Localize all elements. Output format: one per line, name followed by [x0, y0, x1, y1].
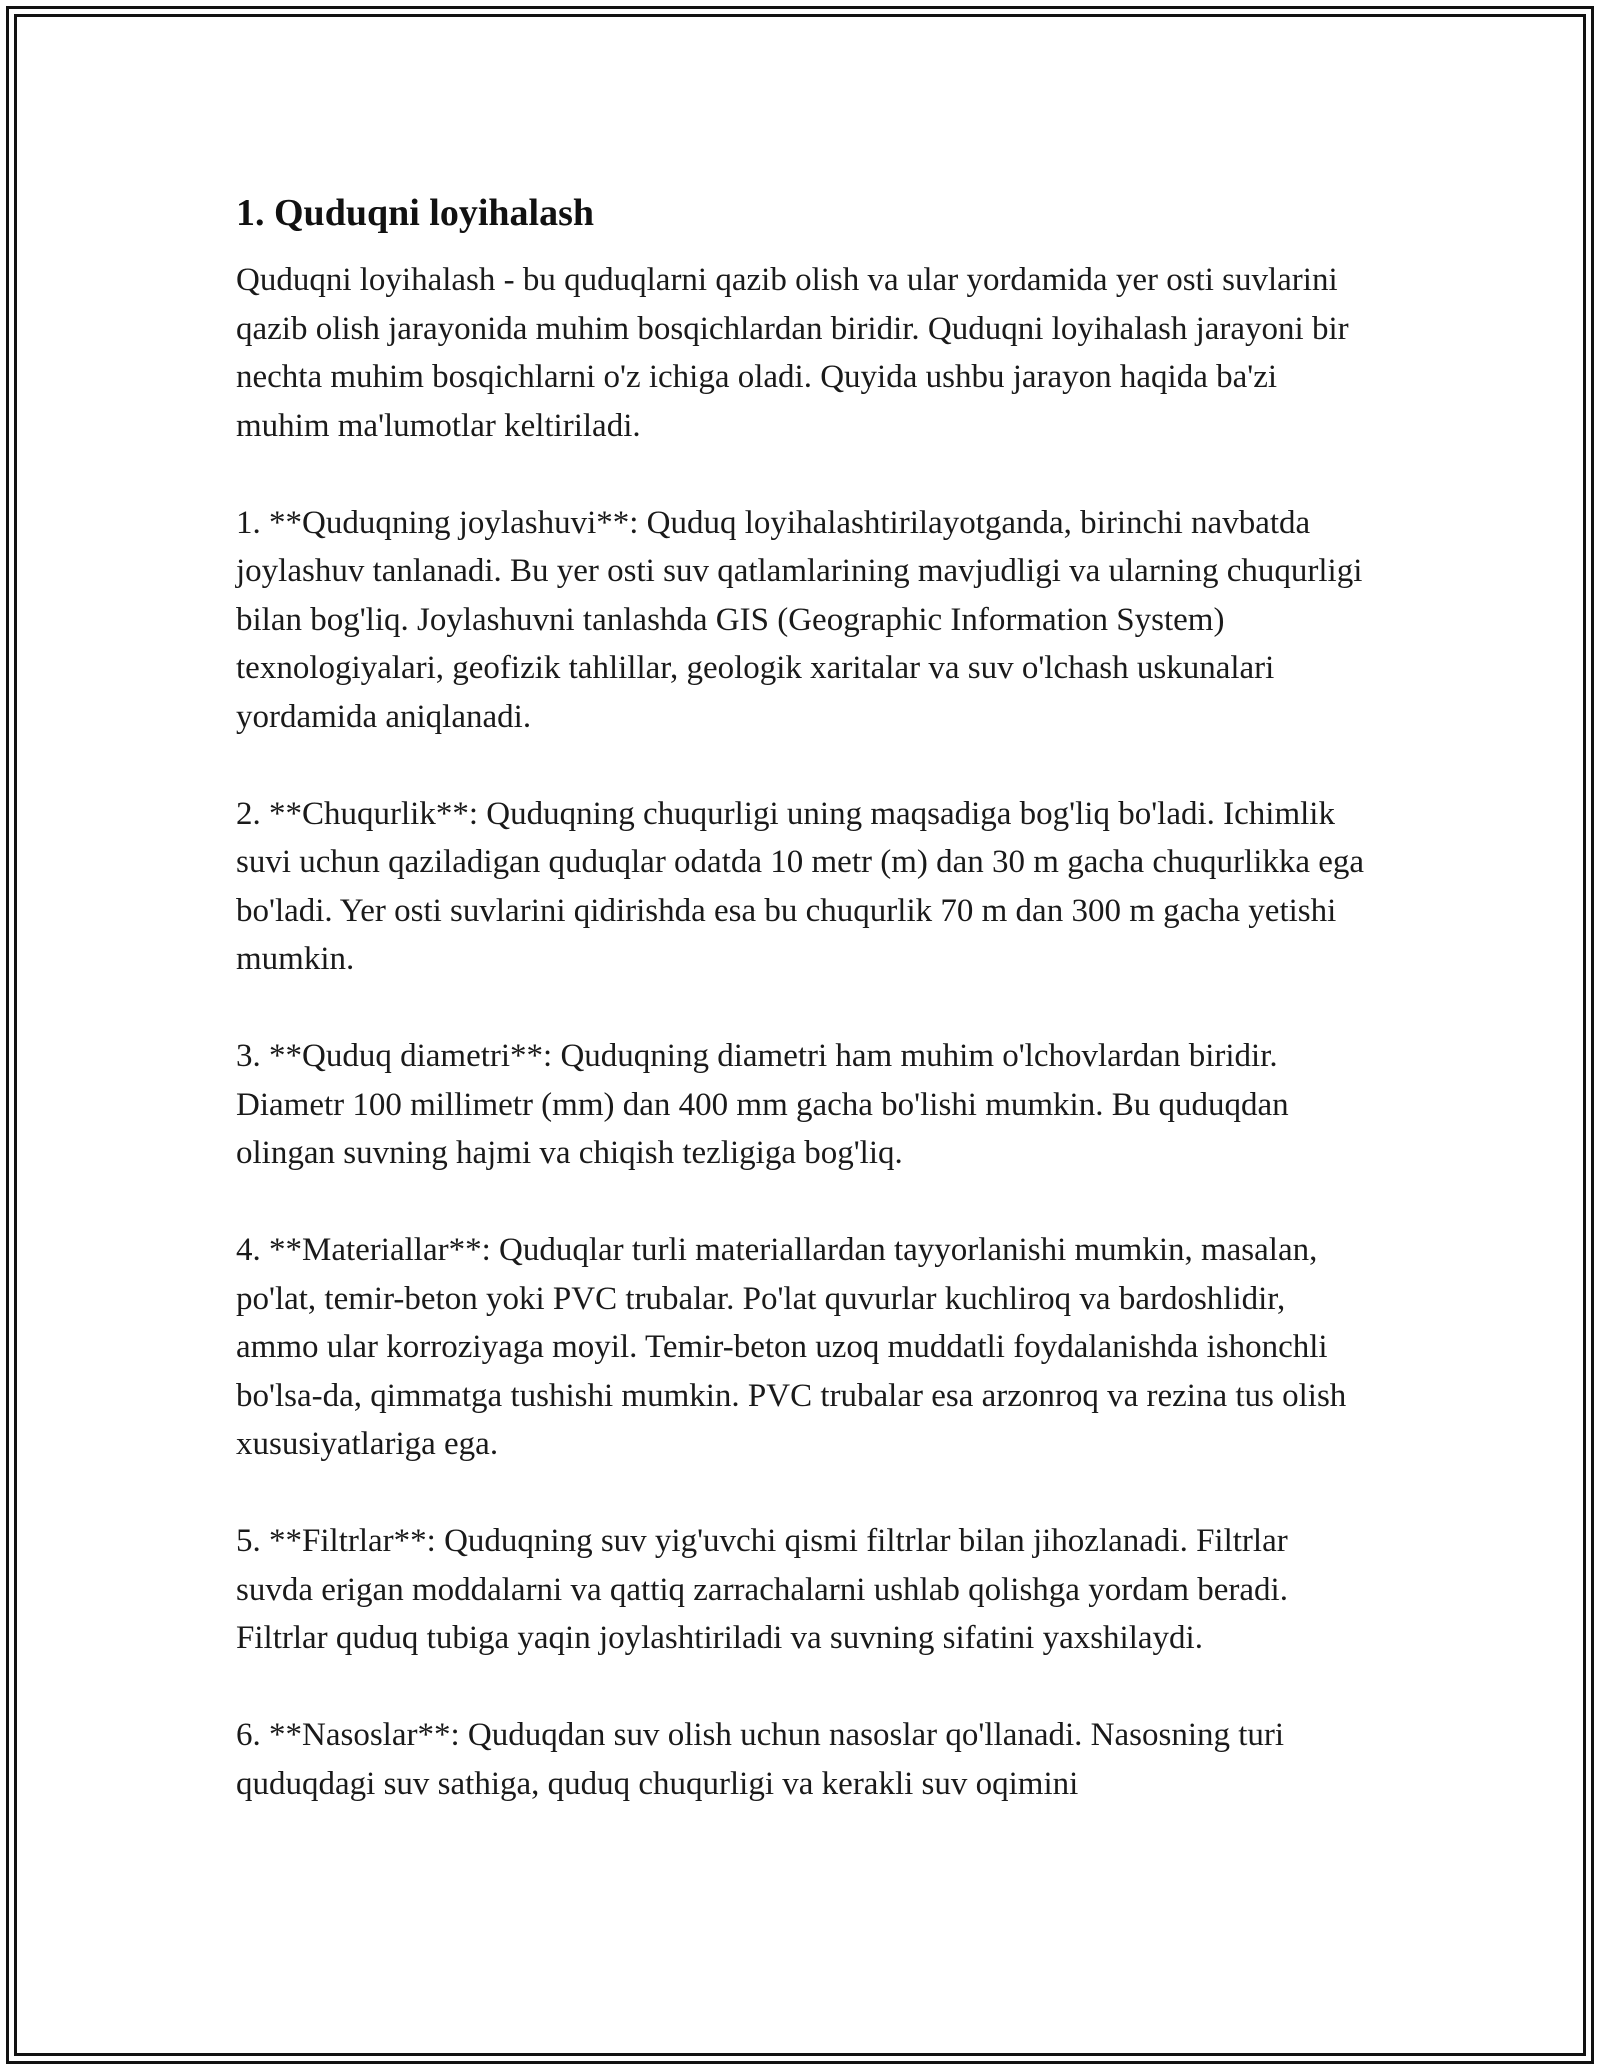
paragraph-materials: 4. **Materiallar**: Quduqlar turli materiallardan tayyorlanishi mumkin, masalan, po'lat, temir-beton yoki PVC trubalar. Po'lat quvurlar kuchliroq va bardoshlidir, ammo ular korroziyaga moyil. Temir-beton uzoq muddatli foydalanishda ishonchli bo'lsa-da, qimmatga tushishi mumkin. PVC trubalar esa arzonroq va rezina tus olish xususiyatlariga ega. [236, 1232, 1347, 1462]
paragraph-depth: 2. **Chuqurlik**: Quduqning chuqurligi uning maqsadiga bog'liq bo'ladi. Ichimlik suvi uchun qaziladigan quduqlar odatda 10 metr (m) dan 30 m gacha chuqurlikka ega bo'ladi. Yer osti suvlarini qidirishda esa bu chuqurlik 70 m dan 300 m gacha yetishi mumkin. [236, 795, 1365, 977]
paragraph-location: 1. **Quduqning joylashuvi**: Quduq loyihalashtirilayotganda, birinchi navbatda joylashuv tanlanadi. Bu yer osti suv qatlamlarining mavjudligi va ularning chuqurligi bilan bog'liq. Joylashuvni tanlashda GIS (Geographic Information System) texnologiyalari, geofizik tahlillar, geologik xaritalar va suv o'lchash uskunalari yordamida aniqlanadi. [236, 504, 1363, 735]
paragraph-pumps: 6. **Nasoslar**: Quduqdan suv olish uchun nasoslar qo'llanadi. Nasosning turi quduqdagi suv sathiga, quduq chuqurligi va kerakli suv oqimini [236, 1717, 1285, 1802]
intro-paragraph: Quduqni loyihalash - bu quduqlarni qazib olish va ular yordamida yer osti suvlarini qazib olish jarayonida muhim bosqichlardan biridir. Quduqni loyihalash jarayoni bir nechta muhim bosqichlarni o'z ichiga oladi. Quyida ushbu jarayon haqida ba'zi muhim ma'lumotlar keltiriladi. [236, 262, 1349, 444]
document-body [236, 186, 1366, 1857]
document-title: 1. Quduqni loyihalash [236, 192, 595, 234]
paragraph-diameter: 3. **Quduq diametri**: Quduqning diametri ham muhim o'lchovlardan biridir. Diametr 100 millimetr (mm) dan 400 mm gacha bo'lishi mumkin. Bu quduqdan olingan suvning hajmi va chiqish tezligiga bog'liq. [236, 1038, 1289, 1171]
paragraph-filters: 5. **Filtrlar**: Quduqning suv yig'uvchi qismi filtrlar bilan jihozlanadi. Filtrlar suvda erigan moddalarni va qattiq zarrachalarni ushlab qolishga yordam beradi. Filtrlar quduq tubiga yaqin joylashtiriladi va suvning sifatini yaxshilaydi. [236, 1523, 1288, 1656]
